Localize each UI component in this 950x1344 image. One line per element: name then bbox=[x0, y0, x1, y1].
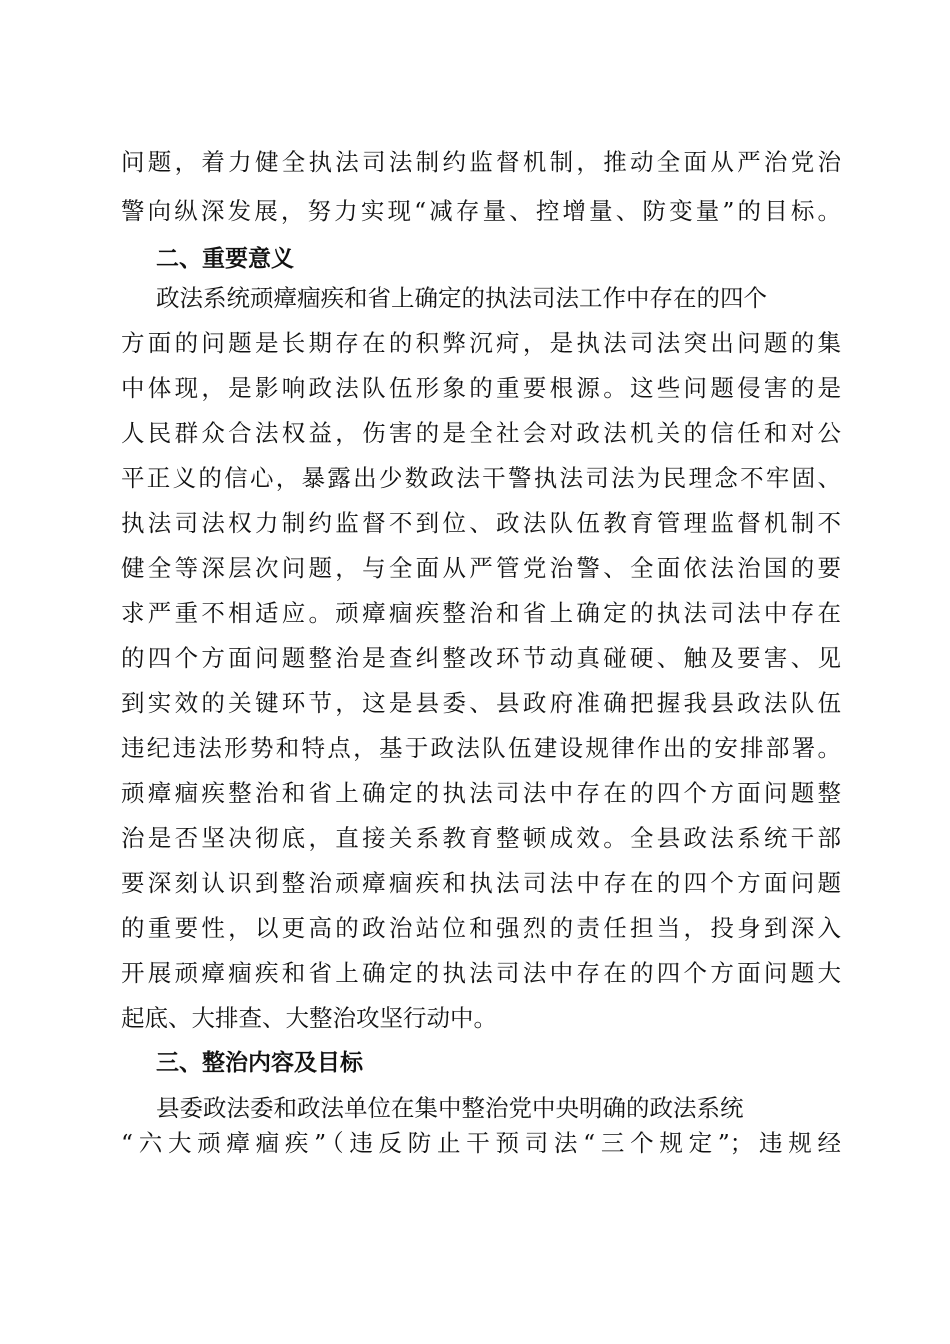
paragraph-line: 警向纵深发展，努力实现“减存量、控增量、防变量”的目标。 bbox=[121, 197, 841, 225]
paragraph-line: 政法系统顽瘴痼疾和省上确定的执法司法工作中存在的四个 bbox=[156, 284, 767, 312]
paragraph-line: 要深刻认识到整治顽瘴痼疾和执法司法中存在的四个方面问题 bbox=[121, 869, 841, 897]
paragraph-line: 县委政法委和政法单位在集中整治党中央明确的政法系统 bbox=[156, 1094, 744, 1122]
section-heading-significance: 二、重要意义 bbox=[156, 246, 294, 272]
paragraph-line: 人民群众合法权益，伤害的是全社会对政法机关的信任和对公 bbox=[121, 419, 841, 447]
paragraph-line: 问题，着力健全执法司法制约监督机制，推动全面从严治党治 bbox=[121, 148, 841, 176]
paragraph-line: 健全等深层次问题，与全面从严管党治警、全面依法治国的要 bbox=[121, 554, 841, 582]
section-heading-content-and-goals: 三、整治内容及目标 bbox=[156, 1050, 363, 1076]
paragraph-line: 中体现，是影响政法队伍形象的重要根源。这些问题侵害的是 bbox=[121, 374, 841, 402]
paragraph-line: 方面的问题是长期存在的积弊沉疴，是执法司法突出问题的集 bbox=[121, 329, 841, 357]
paragraph-line: 的四个方面问题整治是查纠整改环节动真碰硬、触及要害、见 bbox=[121, 644, 841, 672]
paragraph-line: 的重要性，以更高的政治站位和强烈的责任担当，投身到深入 bbox=[121, 914, 841, 942]
paragraph-line: 顽瘴痼疾整治和省上确定的执法司法中存在的四个方面问题整 bbox=[121, 779, 841, 807]
paragraph-line: 到实效的关键环节，这是县委、县政府准确把握我县政法队伍 bbox=[121, 689, 841, 717]
paragraph-line: 求严重不相适应。顽瘴痼疾整治和省上确定的执法司法中存在 bbox=[121, 599, 841, 627]
paragraph-line: 起底、大排查、大整治攻坚行动中。 bbox=[121, 1004, 497, 1032]
paragraph-line: 平正义的信心，暴露出少数政法干警执法司法为民理念不牢固、 bbox=[121, 464, 841, 492]
paragraph-line: 治是否坚决彻底，直接关系教育整顿成效。全县政法系统干部 bbox=[121, 824, 841, 852]
paragraph-line: 违纪违法形势和特点，基于政法队伍建设规律作出的安排部署。 bbox=[121, 734, 841, 762]
paragraph-line: 开展顽瘴痼疾和省上确定的执法司法中存在的四个方面问题大 bbox=[121, 959, 841, 987]
paragraph-line: 执法司法权力制约监督不到位、政法队伍教育管理监督机制不 bbox=[121, 509, 841, 537]
paragraph-line: “六大顽瘴痼疾”（违反防止干预司法“三个规定”；违规经 bbox=[121, 1129, 841, 1157]
